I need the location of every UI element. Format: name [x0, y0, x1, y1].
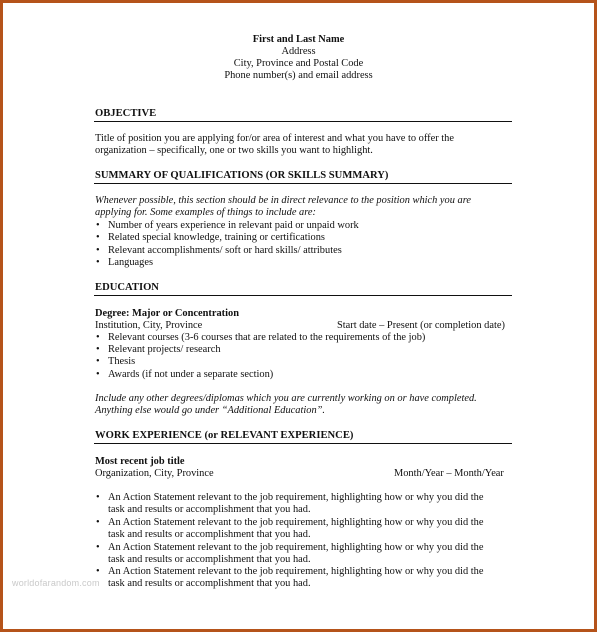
objective-rule [94, 121, 512, 122]
institution: Institution, City, Province [95, 320, 203, 331]
job-duty-line-1: An Action Statement relevant to the job requirement, highlighting how or why you did the [108, 517, 484, 528]
summary-rule [94, 183, 512, 184]
job-duty-line-1: An Action Statement relevant to the job requirement, highlighting how or why you did the [108, 566, 484, 577]
work-heading: WORK EXPERIENCE (or RELEVANT EXPERIENCE) [95, 430, 354, 441]
job-duty-line-1: An Action Statement relevant to the job requirement, highlighting how or why you did the [108, 492, 484, 503]
summary-item: Related special knowledge, training or certifications [108, 232, 325, 243]
job-duty-line-1: An Action Statement relevant to the job requirement, highlighting how or why you did the [108, 542, 484, 553]
address-line: Address [281, 46, 316, 57]
education-note-line-1: Include any other degrees/diplomas which you are currently working on or have completed. [95, 393, 477, 404]
bullet-icon: • [96, 369, 100, 380]
summary-heading: SUMMARY OF QUALIFICATIONS (OR SKILLS SUMMARY) [95, 170, 389, 181]
bullet-icon: • [96, 257, 100, 268]
job-duty-line-2: task and results or accomplishment that you had. [108, 554, 311, 565]
bullet-icon: • [96, 245, 100, 256]
bullet-icon: • [96, 356, 100, 367]
education-heading: EDUCATION [95, 282, 159, 293]
bullet-icon: • [96, 492, 100, 503]
bullet-icon: • [96, 332, 100, 343]
job-organization: Organization, City, Province [95, 468, 214, 479]
summary-item: Number of years experience in relevant paid or unpaid work [108, 220, 359, 231]
education-dates: Start date – Present (or completion date) [337, 320, 505, 331]
education-item: Relevant courses (3-6 courses that are related to the requirements of the job) [108, 332, 426, 343]
job-duty-line-2: task and results or accomplishment that you had. [108, 578, 311, 589]
bullet-icon: • [96, 566, 100, 577]
work-rule [94, 443, 512, 444]
education-item: Relevant projects/ research [108, 344, 221, 355]
bullet-icon: • [96, 344, 100, 355]
summary-item: Relevant accomplishments/ soft or hard skills/ attributes [108, 245, 342, 256]
objective-text-line-1: Title of position you are applying for/or area of interest and what you have to offer the [95, 133, 454, 144]
education-rule [94, 295, 512, 296]
bullet-icon: • [96, 220, 100, 231]
education-note-line-2: Anything else would go under “Additional Education”. [95, 405, 326, 416]
objective-text-line-2: organization – specifically, one or two skills you want to highlight. [95, 145, 373, 156]
city-line: City, Province and Postal Code [233, 58, 364, 69]
objective-heading: OBJECTIVE [95, 108, 157, 119]
job-dates: Month/Year – Month/Year [394, 468, 504, 479]
job-duty-line-2: task and results or accomplishment that you had. [108, 529, 311, 540]
watermark: worldofarandom.com [12, 578, 100, 588]
job-duty-line-2: task and results or accomplishment that you had. [108, 504, 311, 515]
summary-item: Languages [108, 257, 154, 268]
bullet-icon: • [96, 232, 100, 243]
summary-intro-line-2: applying for. Some examples of things to include are: [95, 207, 316, 218]
education-item: Awards (if not under a separate section) [108, 369, 274, 380]
job-title: Most recent job title [95, 456, 185, 467]
candidate-name: First and Last Name [252, 34, 345, 45]
bullet-icon: • [96, 517, 100, 528]
contact-line: Phone number(s) and email address [224, 70, 373, 81]
summary-intro-line-1: Whenever possible, this section should be in direct relevance to the position which you are [95, 195, 471, 206]
bullet-icon: • [96, 542, 100, 553]
education-item: Thesis [108, 356, 136, 367]
degree-title: Degree: Major or Concentration [95, 308, 239, 319]
